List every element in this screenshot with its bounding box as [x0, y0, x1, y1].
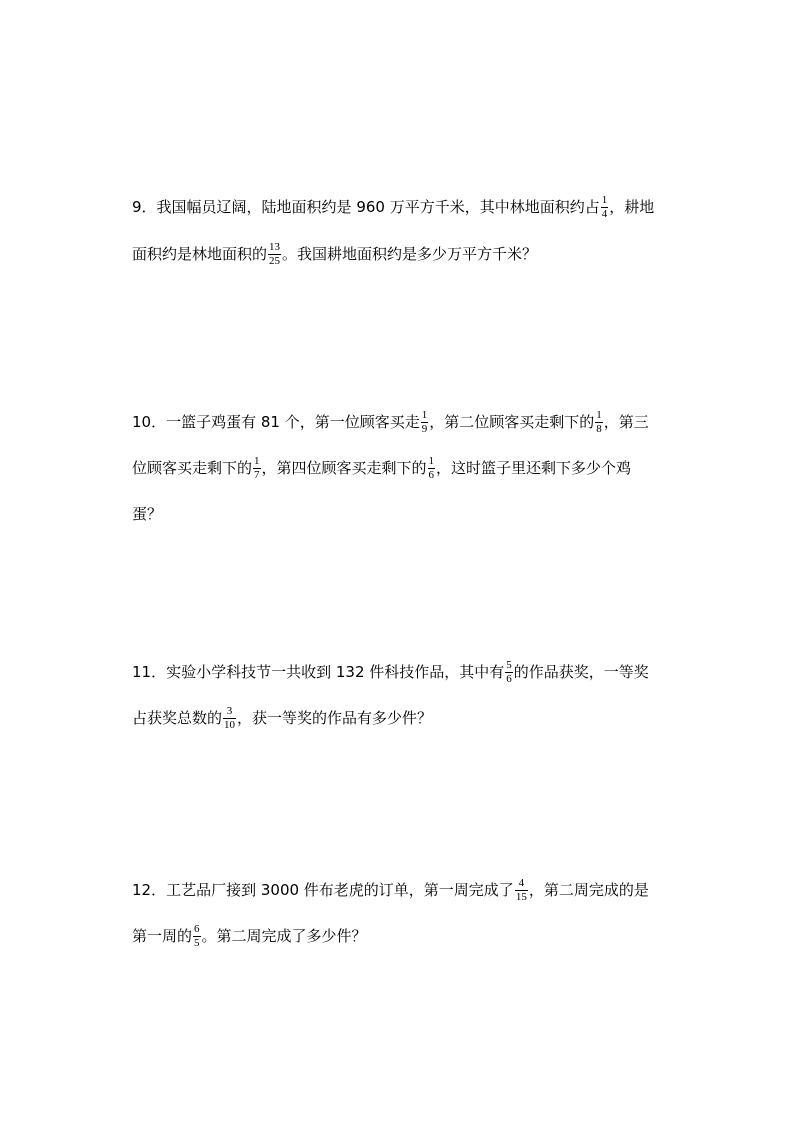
fraction — [601, 194, 609, 221]
fraction-denominator: 15 — [515, 891, 527, 903]
fraction — [515, 877, 528, 904]
problem-text: 的作品获奖，一等奖 — [513, 663, 649, 681]
fraction-numerator: 6 — [194, 923, 200, 935]
problem-text: 第一周的 — [132, 927, 193, 945]
fraction-denominator: 6 — [506, 673, 512, 685]
fraction-denominator: 4 — [601, 208, 608, 220]
fraction-denominator: 5 — [194, 937, 200, 949]
problem-line — [132, 701, 432, 735]
fraction — [268, 241, 281, 268]
problem-text: ，第二位顾客买走剩下的 — [429, 413, 595, 431]
problem-text: 。我国耕地面积约是多少万平方千米？ — [282, 245, 538, 263]
fraction-numerator: 5 — [506, 659, 512, 671]
problem-text: ，第二周完成的是 — [528, 881, 649, 899]
problem-text: 位顾客买走剩下的 — [132, 459, 253, 477]
problem-text: 蛋？ — [132, 505, 163, 523]
problem-text: 面积约是林地面积的 — [132, 245, 268, 263]
fraction-numerator: 1 — [254, 455, 260, 467]
problem-text: ，第四位顾客买走剩下的 — [261, 459, 427, 477]
problem-line — [132, 919, 367, 953]
fraction-numerator: 1 — [421, 409, 428, 421]
fraction-denominator: 7 — [254, 469, 260, 481]
problem-line — [132, 405, 649, 439]
fraction-denominator: 25 — [269, 255, 281, 267]
problem-text: ，第三 — [603, 413, 649, 431]
fraction-numerator: 1 — [601, 194, 608, 206]
problem-text: 。第二周完成了多少件？ — [201, 927, 367, 945]
problem-line — [132, 497, 162, 531]
fraction — [595, 409, 603, 436]
problem-line — [132, 873, 649, 907]
fraction-numerator: 3 — [223, 705, 236, 719]
fraction-numerator: 1 — [596, 409, 602, 421]
fraction — [193, 923, 201, 950]
problem-text: ，获一等奖的作品有多少件？ — [237, 709, 433, 727]
fraction-denominator: 6 — [428, 469, 435, 481]
fraction-denominator: 10 — [224, 719, 236, 731]
problem-line — [132, 655, 649, 689]
problem-text: ，耕地 — [609, 198, 655, 216]
problem-text: 12．工艺品厂接到 3000 件布老虎的订单，第一周完成了 — [132, 881, 514, 899]
fraction — [505, 659, 513, 686]
problem-text: 10．一篮子鸡蛋有 81 个，第一位顾客买走 — [132, 413, 420, 431]
problem-text: 9．我国幅员辽阔，陆地面积约是 960 万平方千米，其中林地面积约占 — [132, 198, 600, 216]
fraction-numerator: 4 — [515, 877, 528, 891]
fraction — [428, 455, 436, 482]
fraction — [253, 455, 261, 482]
problem-line — [132, 190, 654, 224]
fraction-numerator: 1 — [428, 455, 435, 467]
problem-line — [132, 451, 631, 485]
problem-text: 11．实验小学科技节一共收到 132 件科技作品，其中有 — [132, 663, 505, 681]
fraction — [223, 705, 236, 732]
fraction-denominator: 8 — [596, 423, 602, 435]
problem-text: 占获奖总数的 — [132, 709, 223, 727]
problem-text: ，这时篮子里还剩下多少个鸡 — [436, 459, 632, 477]
fraction — [421, 409, 429, 436]
fraction-numerator: 13 — [269, 241, 281, 253]
fraction-denominator: 9 — [421, 423, 428, 435]
problem-line — [132, 237, 537, 271]
